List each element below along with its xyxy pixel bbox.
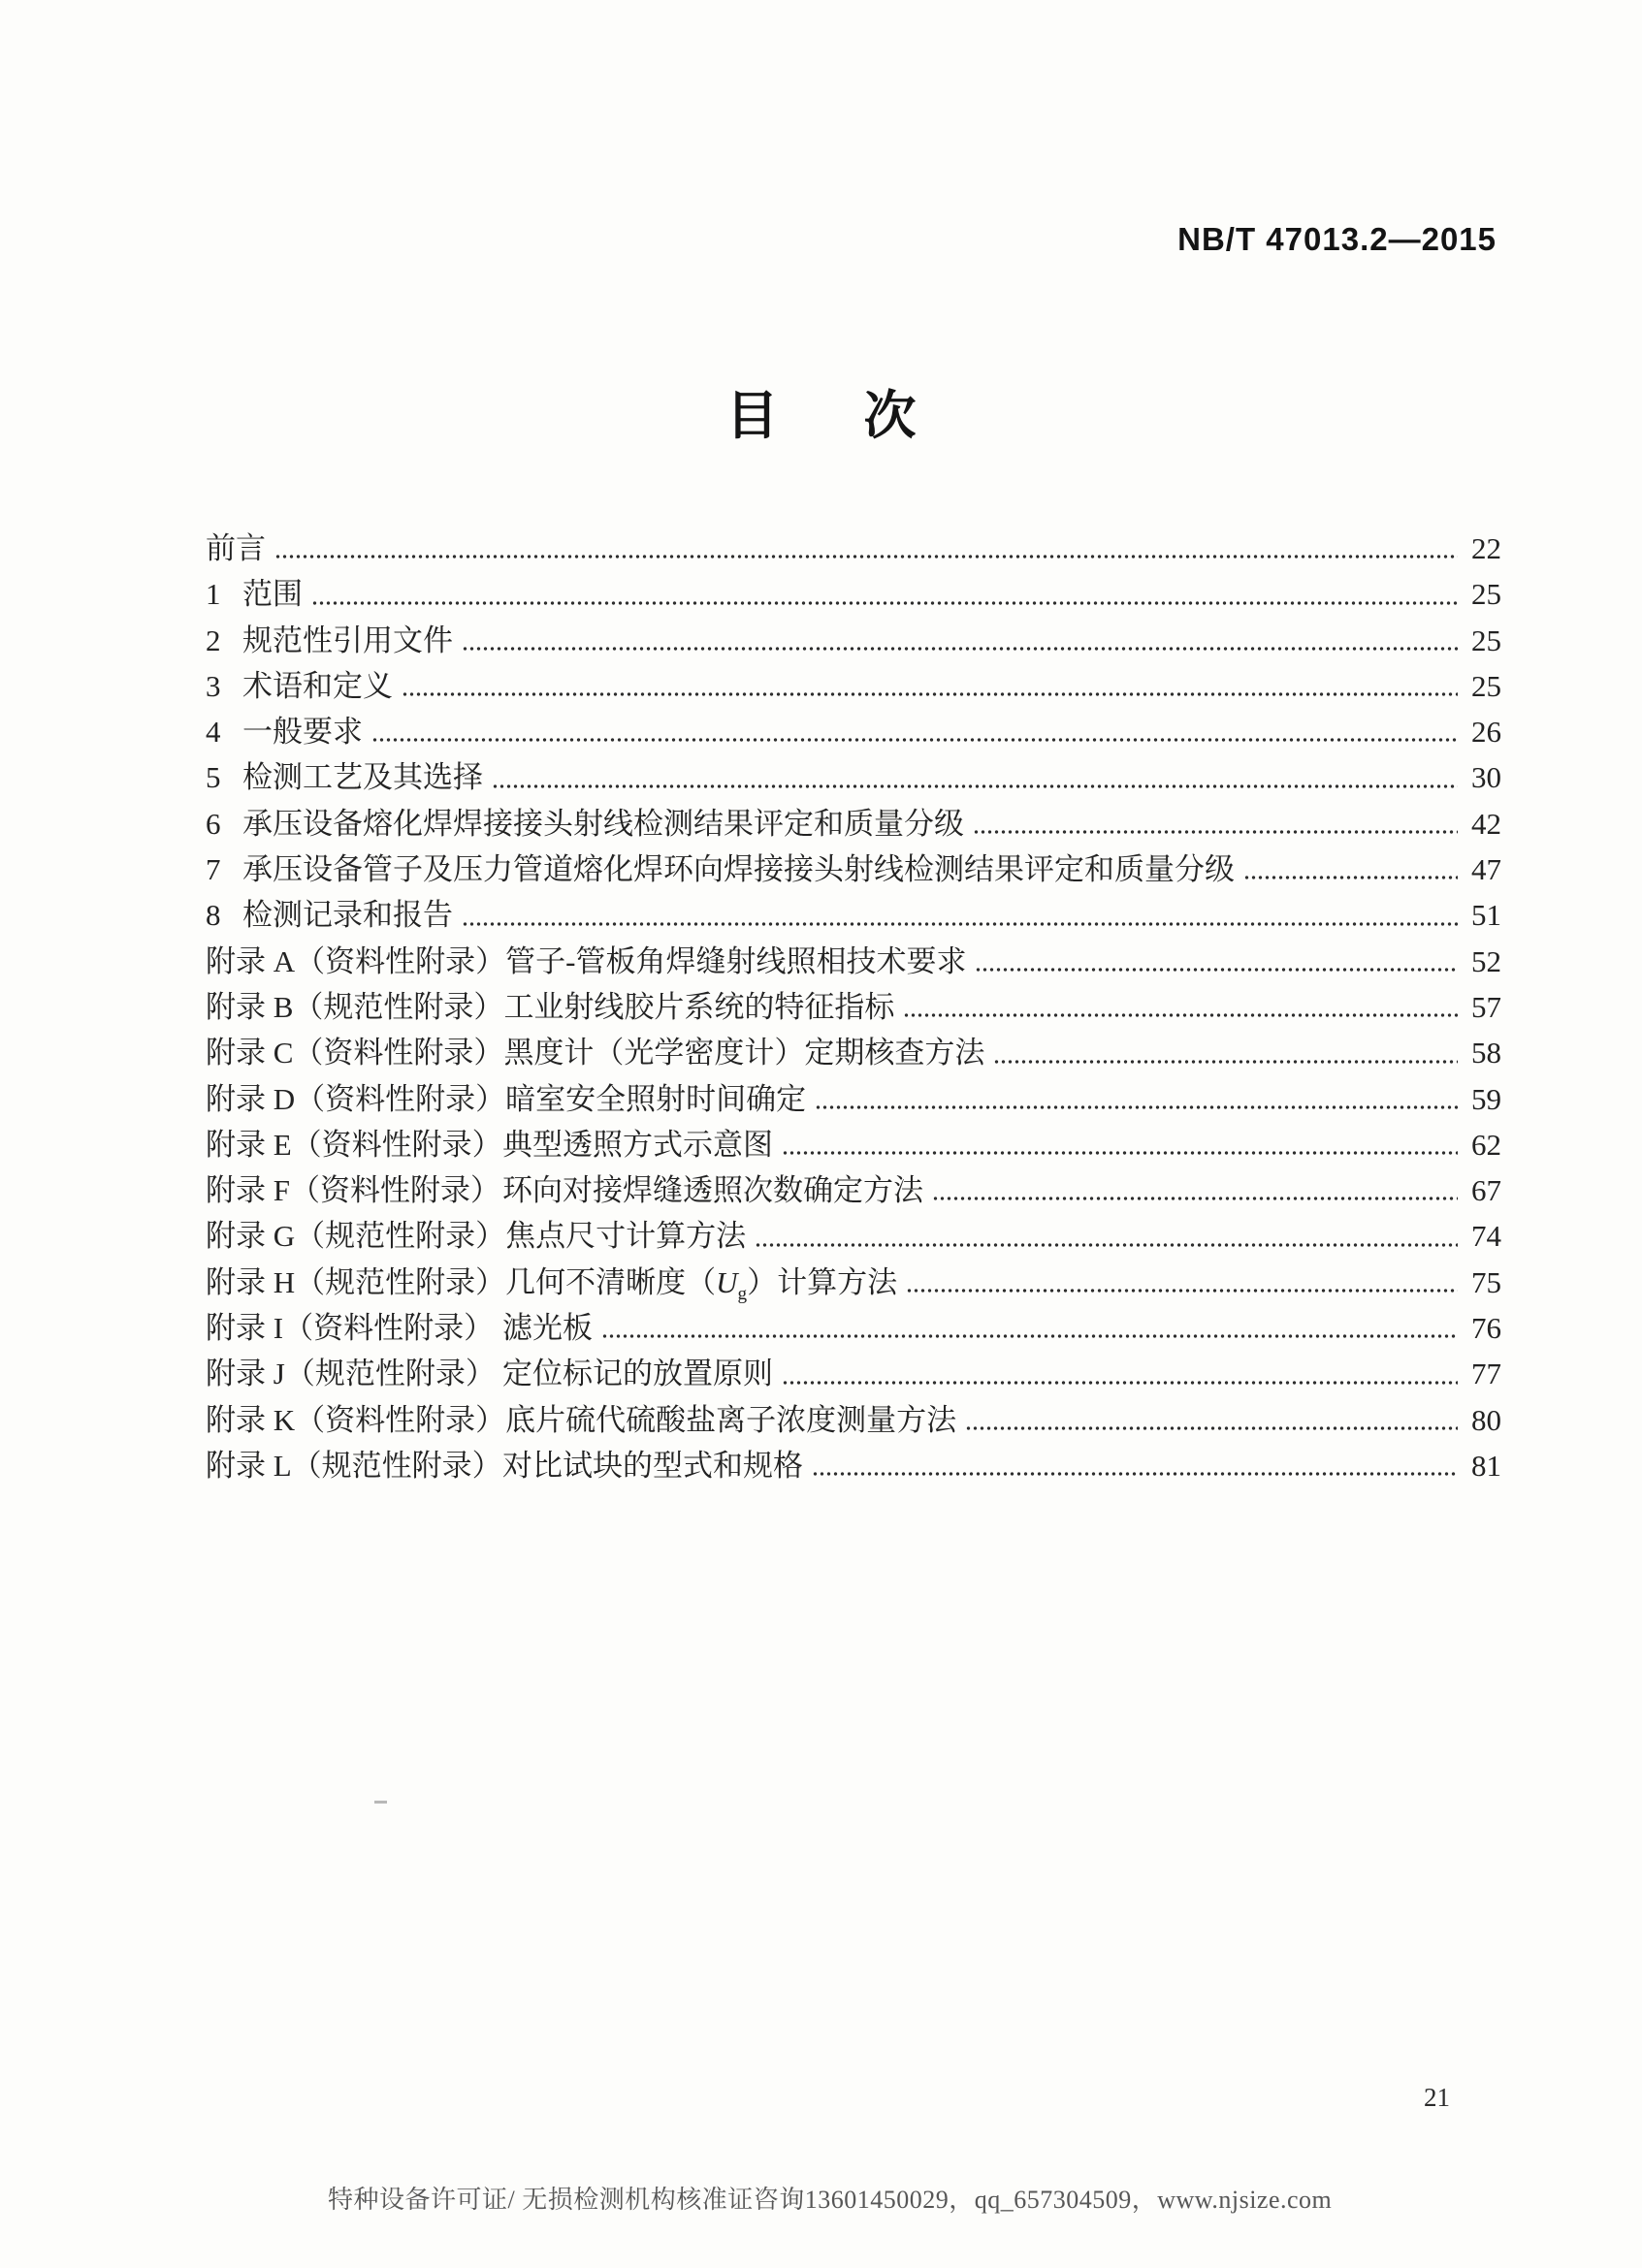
dot-leader <box>907 1288 1458 1294</box>
toc-entry-number: 6 <box>206 806 221 841</box>
toc-entry-page: 74 <box>1471 1219 1501 1254</box>
toc-entry-title: 检测工艺及其选择 <box>242 760 483 795</box>
toc-row <box>206 982 1501 1028</box>
page-title-left: 目 <box>725 387 779 445</box>
dot-leader <box>976 967 1458 973</box>
dot-leader <box>933 1196 1458 1201</box>
toc-entry-page: 25 <box>1471 577 1501 612</box>
toc-entry-page: 57 <box>1471 989 1501 1024</box>
toc-entry-page: 22 <box>1471 531 1501 565</box>
toc-entry-title: 承压设备熔化焊焊接接头射线检测结果评定和质量分级 <box>242 806 964 841</box>
toc-entry-label: 附录 G（规范性附录） <box>206 1219 506 1254</box>
dot-leader <box>783 1380 1458 1386</box>
toc-entry-page: 59 <box>1471 1081 1501 1116</box>
title-post: ）计算方法 <box>747 1264 898 1299</box>
toc-entry-page: 58 <box>1471 1036 1501 1070</box>
toc-entry-title: 焦点尺寸计算方法 <box>505 1219 747 1254</box>
toc-row <box>206 569 1501 615</box>
toc-entry-page: 51 <box>1471 898 1501 933</box>
page-title <box>0 374 1642 449</box>
toc-entry-number: 3 <box>206 668 221 703</box>
toc-entry-label: 附录 L（规范性附录） <box>206 1448 502 1483</box>
toc-row <box>206 1258 1501 1303</box>
toc-entry-title: 一般要求 <box>242 715 363 750</box>
toc-entry-page: 67 <box>1471 1173 1501 1208</box>
table-of-contents <box>206 524 1501 1486</box>
symbol-U: U <box>716 1264 738 1299</box>
toc-row <box>206 1028 1501 1073</box>
toc-entry-title: 暗室安全照射时间确定 <box>505 1081 807 1116</box>
toc-entry-label: 附录 D（资料性附录） <box>206 1081 506 1116</box>
toc-row <box>206 1211 1501 1257</box>
toc-row <box>206 1441 1501 1486</box>
toc-entry-title: 承压设备管子及压力管道熔化焊环向焊接接头射线检测结果评定和质量分级 <box>242 852 1235 887</box>
toc-entry-page: 26 <box>1471 715 1501 750</box>
dot-leader <box>312 600 1458 606</box>
toc-entry-number: 4 <box>206 715 221 750</box>
toc-row <box>206 1349 1501 1394</box>
toc-entry-page: 52 <box>1471 943 1501 978</box>
toc-row <box>206 752 1501 798</box>
toc-row <box>206 1166 1501 1211</box>
toc-row <box>206 1395 1501 1441</box>
dot-leader <box>974 829 1458 835</box>
dot-leader <box>813 1471 1458 1477</box>
toc-row <box>206 1074 1501 1120</box>
dot-leader <box>904 1012 1458 1018</box>
footer-note: 特种设备许可证/ 无损检测机构核准证咨询13601450029，qq_657304509，www.njsize.com <box>328 2186 1333 2214</box>
toc-entry-title: 底片硫代硫酸盐离子浓度测量方法 <box>505 1402 957 1437</box>
toc-row <box>206 661 1501 707</box>
dot-leader <box>1244 875 1458 880</box>
toc-entry-page: 30 <box>1471 760 1501 795</box>
toc-entry-number: 1 <box>206 577 221 612</box>
toc-entry-label: 附录 E（资料性附录） <box>206 1127 502 1162</box>
toc-row <box>206 799 1501 845</box>
dot-leader <box>463 921 1458 927</box>
toc-entry-page: 81 <box>1471 1448 1501 1483</box>
toc-entry-label: 附录 C（资料性附录） <box>206 1036 504 1070</box>
standard-code: NB/T 47013.2—2015 <box>1177 221 1497 257</box>
page-number: 21 <box>1424 2083 1450 2112</box>
toc-entry-title: 环向对接焊缝透照次数确定方法 <box>502 1173 923 1208</box>
toc-entry-title: 对比试块的型式和规格 <box>502 1448 803 1483</box>
dot-leader <box>783 1150 1458 1156</box>
toc-row <box>206 845 1501 890</box>
toc-row <box>206 1120 1501 1166</box>
toc-entry-label: 附录 H（规范性附录） <box>206 1264 506 1299</box>
dot-leader <box>402 691 1458 697</box>
toc-entry-page: 80 <box>1471 1402 1501 1437</box>
toc-entry-label: 附录 J（规范性附录） <box>206 1357 496 1391</box>
dot-leader <box>372 737 1458 743</box>
toc-entry-title: 术语和定义 <box>242 668 393 703</box>
toc-entry-title: 规范性引用文件 <box>242 623 453 657</box>
toc-entry-page: 42 <box>1471 806 1501 841</box>
toc-entry-title: 定位标记的放置原则 <box>502 1357 773 1391</box>
dot-leader <box>602 1333 1458 1339</box>
toc-row <box>206 890 1501 936</box>
toc-row <box>206 524 1501 569</box>
toc-entry-number: 5 <box>206 760 221 795</box>
scan-artifact-dash <box>374 1801 387 1804</box>
toc-entry-title: 滤光板 <box>502 1311 593 1346</box>
toc-entry-page: 25 <box>1471 668 1501 703</box>
toc-entry-page: 75 <box>1471 1264 1501 1299</box>
toc-entry-title: 管子-管板角焊缝射线照相技术要求 <box>505 943 967 978</box>
toc-entry-title: 检测记录和报告 <box>242 898 453 933</box>
toc-entry-page: 62 <box>1471 1127 1501 1162</box>
toc-entry-title: 典型透照方式示意图 <box>502 1127 773 1162</box>
toc-row <box>206 937 1501 982</box>
toc-entry-page: 47 <box>1471 852 1501 887</box>
symbol-subscript-g: g <box>737 1283 748 1304</box>
toc-entry-label: 附录 B（规范性附录） <box>206 989 504 1024</box>
toc-entry-label: 附录 A（资料性附录） <box>206 943 506 978</box>
dot-leader <box>816 1104 1458 1110</box>
toc-entry-label: 附录 I（资料性附录） <box>206 1311 495 1346</box>
page-title-right: 次 <box>863 387 917 445</box>
toc-entry-title: 工业射线胶片系统的特征指标 <box>503 989 895 1024</box>
toc-entry-page: 76 <box>1471 1311 1501 1346</box>
toc-entry-number: 2 <box>206 623 221 657</box>
dot-leader <box>493 783 1458 789</box>
toc-entry-number: 8 <box>206 898 221 933</box>
toc-entry-number: 7 <box>206 852 221 887</box>
toc-row <box>206 1303 1501 1349</box>
toc-entry-label: 附录 F（资料性附录） <box>206 1173 500 1208</box>
toc-entry-title: 范围 <box>242 577 303 612</box>
toc-entry-title: 黑度计（光学密度计）定期核查方法 <box>503 1036 985 1070</box>
toc-row <box>206 616 1501 661</box>
dot-leader <box>756 1242 1458 1248</box>
toc-entry-title: 前言 <box>206 531 266 565</box>
toc-entry-label: 附录 K（资料性附录） <box>206 1402 506 1437</box>
toc-row <box>206 707 1501 752</box>
dot-leader <box>966 1425 1458 1431</box>
toc-entry-title <box>505 1258 897 1305</box>
dot-leader <box>275 554 1458 559</box>
dot-leader <box>463 646 1458 652</box>
toc-entry-page: 25 <box>1471 623 1501 657</box>
dot-leader <box>994 1059 1458 1065</box>
toc-entry-page: 77 <box>1471 1357 1501 1391</box>
title-pre: 几何不清晰度（ <box>505 1264 717 1299</box>
